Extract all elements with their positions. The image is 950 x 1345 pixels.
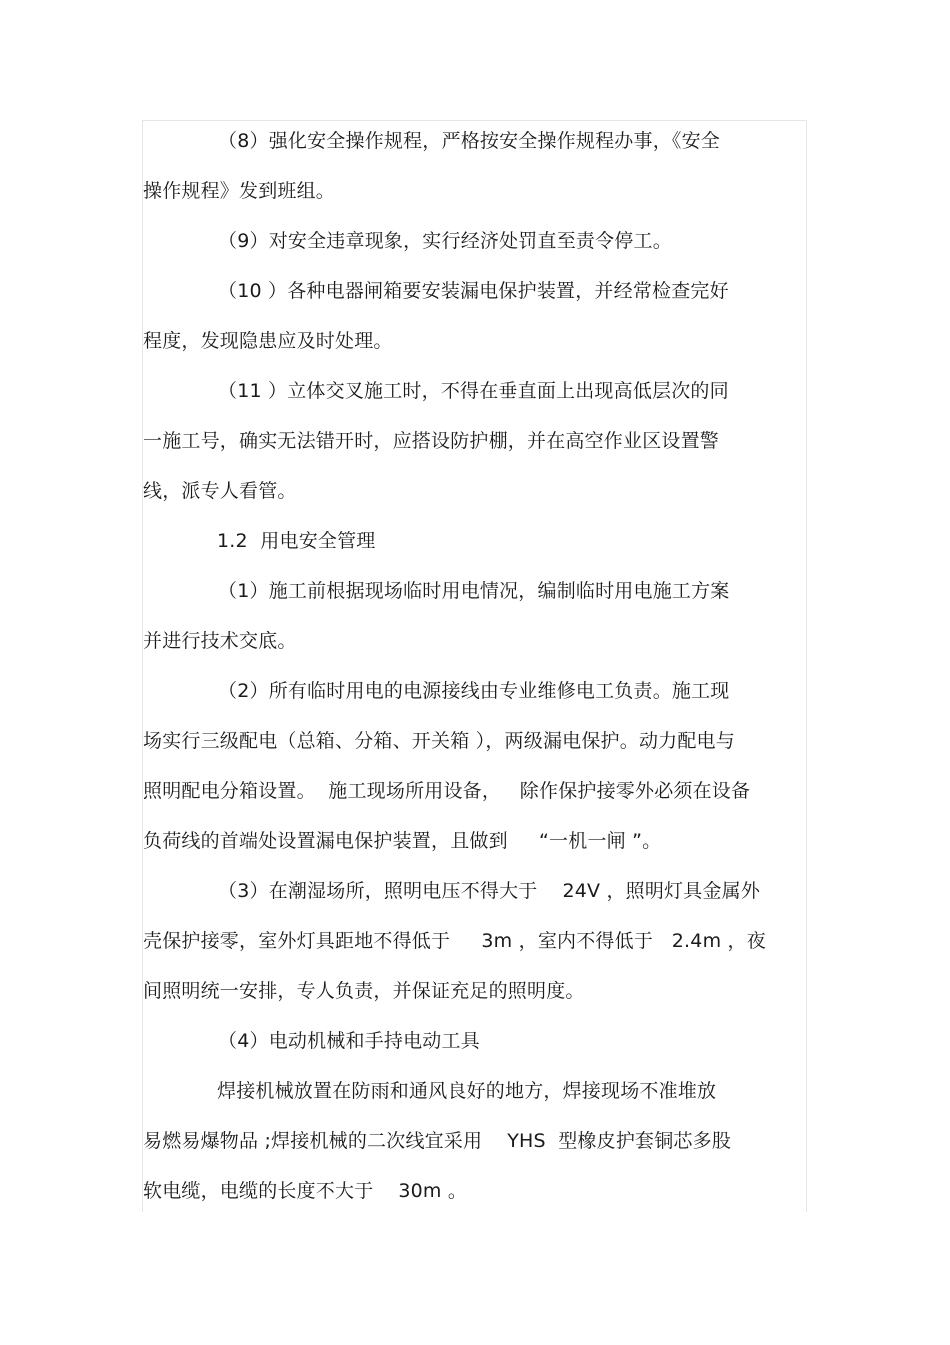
section-heading: 1.2 用电安全管理	[217, 530, 376, 552]
text-line: （8）强化安全操作规程，严格按安全操作规程办事，《安全	[218, 130, 720, 152]
text-line: 并进行技术交底。	[143, 630, 297, 652]
text-line: （3）在潮湿场所，照明电压不得大于 24V ，照明灯具金属外	[218, 880, 761, 902]
text-line: 焊接机械放置在防雨和通风良好的地方，焊接现场不准堆放	[217, 1080, 717, 1102]
text-line: （4）电动机械和手持电动工具	[218, 1030, 480, 1052]
text-line: 间照明统一安排，专人负责，并保证充足的照明度。	[143, 980, 585, 1002]
text-line: （9）对安全违章现象，实行经济处罚直至责令停工。	[218, 230, 672, 252]
text-line: （2）所有临时用电的电源接线由专业维修电工负责。施工现	[218, 680, 730, 702]
text-line: 易燃易爆物品 ;焊接机械的二次线宜采用 YHS 型橡皮护套铜芯多股	[143, 1130, 732, 1152]
text-line: （10 ）各种电器闸箱要安装漏电保护装置，并经常检查完好	[218, 280, 729, 302]
text-line: 负荷线的首端处设置漏电保护装置，且做到 “一机一闸 ”。	[143, 830, 662, 852]
text-line: 一施工号，确实无法错开时，应搭设防护棚，并在高空作业区设置警	[143, 430, 720, 452]
text-line: 软电缆，电缆的长度不大于 30m 。	[143, 1180, 468, 1202]
text-line: 壳保护接零，室外灯具距地不得低于 3m ，室内不得低于 2.4m ，夜	[143, 930, 766, 952]
text-line: 线，派专人看管。	[143, 480, 297, 502]
text-line: 场实行三级配电（总箱、分箱、开关箱 ），两级漏电保护。动力配电与	[143, 730, 735, 752]
text-line: 照明配电分箱设置。 施工现场所用设备， 除作保护接零外必须在设备	[143, 780, 751, 802]
text-line: 程度，发现隐患应及时处理。	[143, 330, 393, 352]
text-line: 操作规程》发到班组。	[143, 180, 336, 202]
text-line: （1）施工前根据现场临时用电情况，编制临时用电施工方案	[218, 580, 730, 602]
text-line: （11 ）立体交叉施工时，不得在垂直面上出现高低层次的同	[218, 380, 729, 402]
